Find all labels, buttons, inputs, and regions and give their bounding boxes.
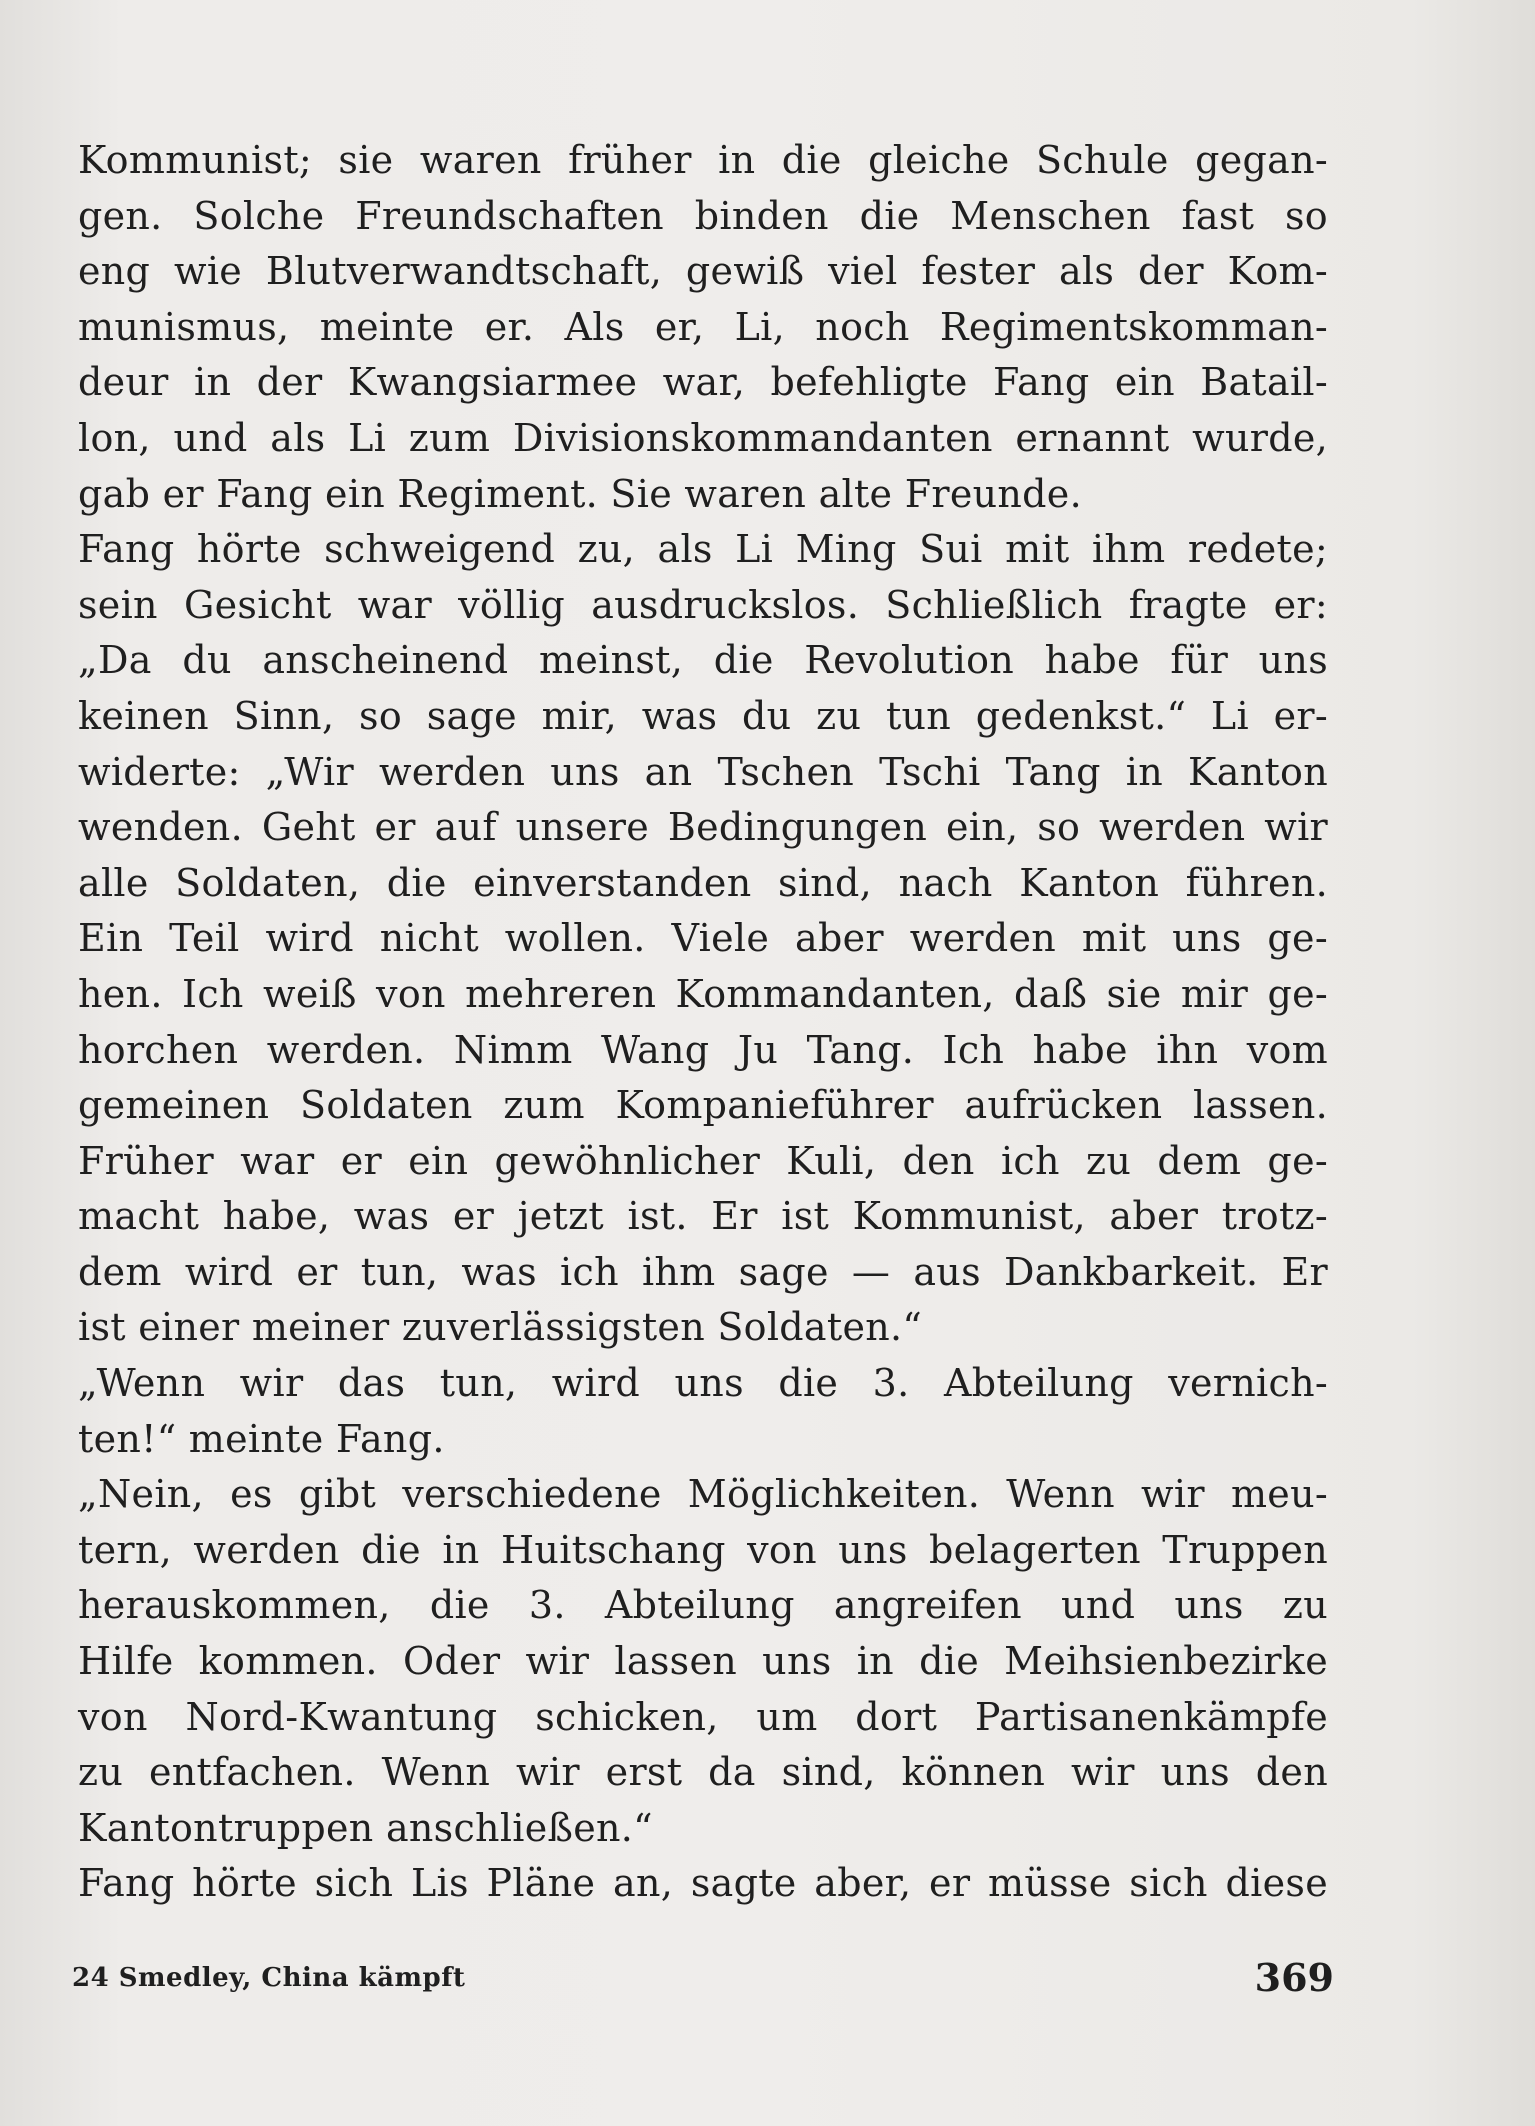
text-line: lon, und als Li zum Divisionskommandanten ernannt wurde, xyxy=(78,415,1328,460)
text-line: „Da du anscheinend meinst, die Revolution habe für uns xyxy=(78,638,1328,683)
text-line: ten!“ meinte Fang. xyxy=(78,1416,445,1461)
body-text xyxy=(78,133,1328,1912)
text-line: „Nein, es gibt verschiedene Möglichkeiten. Wenn wir meu- xyxy=(78,1472,1328,1517)
printer-signature: 24 Smedley, China kämpft xyxy=(72,1963,466,1993)
text-line: sein Gesicht war völlig ausdruckslos. Schließlich fragte er: xyxy=(78,582,1328,627)
text-line: gab er Fang ein Regiment. Sie waren alte Freunde. xyxy=(78,471,1082,516)
text-line: widerte: „Wir werden uns an Tschen Tschi Tang in Kanton xyxy=(78,749,1328,794)
text-line: hen. Ich weiß von mehreren Kommandanten, daß sie mir ge- xyxy=(78,971,1328,1016)
text-line: deur in der Kwangsiarmee war, befehligte Fang ein Batail- xyxy=(78,360,1328,405)
text-line: zu entfachen. Wenn wir erst da sind, können wir uns den xyxy=(78,1750,1328,1795)
page-number: 369 xyxy=(1254,1955,1334,2000)
text-line: „Wenn wir das tun, wird uns die 3. Abteilung vernich- xyxy=(78,1361,1328,1406)
text-line: eng wie Blutverwandtschaft, gewiß viel fester als der Kom- xyxy=(78,249,1328,294)
text-line: dem wird er tun, was ich ihm sage — aus Dankbarkeit. Er xyxy=(78,1249,1328,1294)
text-line: wenden. Geht er auf unsere Bedingungen ein, so werden wir xyxy=(78,805,1328,850)
text-line: Ein Teil wird nicht wollen. Viele aber werden mit uns ge- xyxy=(78,916,1328,961)
text-line: alle Soldaten, die einverstanden sind, nach Kanton führen. xyxy=(78,860,1328,905)
page-footer xyxy=(72,1955,1334,2005)
text-line: Hilfe kommen. Oder wir lassen uns in die Meihsienbezirke xyxy=(78,1639,1328,1684)
text-line: Kommunist; sie waren früher in die gleiche Schule gegan- xyxy=(78,138,1328,182)
text-line: Fang hörte schweigend zu, als Li Ming Sui mit ihm redete; xyxy=(78,527,1328,572)
text-line: ist einer meiner zuverlässigsten Soldaten.“ xyxy=(78,1305,923,1350)
text-line: herauskommen, die 3. Abteilung angreifen und uns zu xyxy=(78,1583,1328,1628)
text-line: keinen Sinn, so sage mir, was du zu tun gedenkst.“ Li er- xyxy=(78,693,1328,738)
text-line: munismus, meinte er. Als er, Li, noch Regimentskomman- xyxy=(78,304,1328,349)
text-line: Kantontruppen anschließen.“ xyxy=(78,1805,653,1850)
text-line: Fang hörte sich Lis Pläne an, sagte aber, er müsse sich diese xyxy=(78,1861,1328,1906)
text-line: tern, werden die in Huitschang von uns belagerten Truppen xyxy=(78,1527,1328,1572)
text-line: von Nord-Kwantung schicken, um dort Partisanenkämpfe xyxy=(78,1694,1328,1739)
text-line: Früher war er ein gewöhnlicher Kuli, den ich zu dem ge- xyxy=(78,1138,1328,1183)
text-line: gemeinen Soldaten zum Kompanieführer aufrücken lassen. xyxy=(78,1083,1328,1128)
text-line: macht habe, was er jetzt ist. Er ist Kommunist, aber trotz- xyxy=(78,1194,1328,1239)
text-line: horchen werden. Nimm Wang Ju Tang. Ich habe ihn vom xyxy=(78,1027,1328,1072)
text-line: gen. Solche Freundschaften binden die Menschen fast so xyxy=(78,193,1328,238)
